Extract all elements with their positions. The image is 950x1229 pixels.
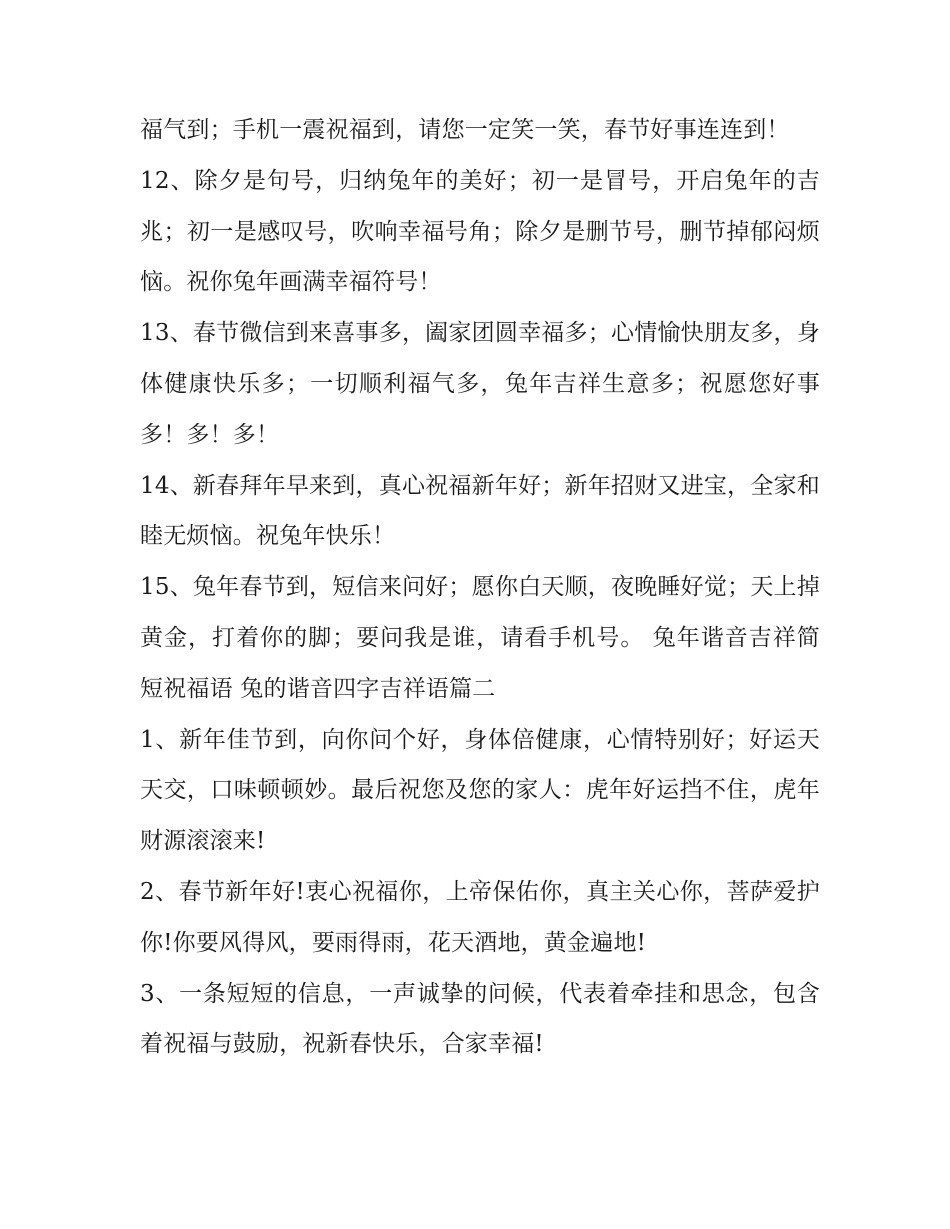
paragraph-item-3: 3、一条短短的信息，一声诚挚的问候，代表着牵挂和思念，包含着祝福与鼓励，祝新春快乐，合家幸福!: [140, 980, 820, 1058]
document-body: [140, 105, 820, 1070]
paragraph-item-12: 12、除夕是句号，归纳兔年的美好；初一是冒号，开启兔年的吉兆；初一是感叹号，吹响幸福号角；除夕是删节号，删节掉郁闷烦恼。祝你兔年画满幸福符号！: [140, 167, 820, 296]
paragraph-item-2: 2、春节新年好!衷心祝福你，上帝保佑你，真主关心你，菩萨爱护你!你要风得风，要雨得雨，花天酒地，黄金遍地!: [140, 878, 820, 956]
paragraph-item-15: 15、兔年春节到，短信来问好；愿你白天顺，夜晚睡好觉；天上掉黄金，打着你的脚；要问我是谁，请看手机号。 兔年谐音吉祥简短祝福语 兔的谐音四字吉祥语篇二: [140, 574, 820, 702]
paragraph-item-1: 1、新年佳节到，向你问个好，身体倍健康，心情特别好；好运天天交，口味顿顿妙。最后祝您及您的家人：虎年好运挡不住，虎年财源滚滚来!: [140, 726, 820, 855]
paragraph-item-14: 14、新春拜年早来到，真心祝福新年好；新年招财又进宝，全家和睦无烦恼。祝兔年快乐！: [140, 472, 820, 550]
paragraph-item-13: 13、春节微信到来喜事多，阖家团圆幸福多；心情愉快朋友多，身体健康快乐多；一切顺利福气多，兔年吉祥生意多；祝愿您好事多！多！多！: [140, 320, 820, 448]
paragraph-continuation: 福气到；手机一震祝福到，请您一定笑一笑，春节好事连连到！: [140, 117, 790, 143]
